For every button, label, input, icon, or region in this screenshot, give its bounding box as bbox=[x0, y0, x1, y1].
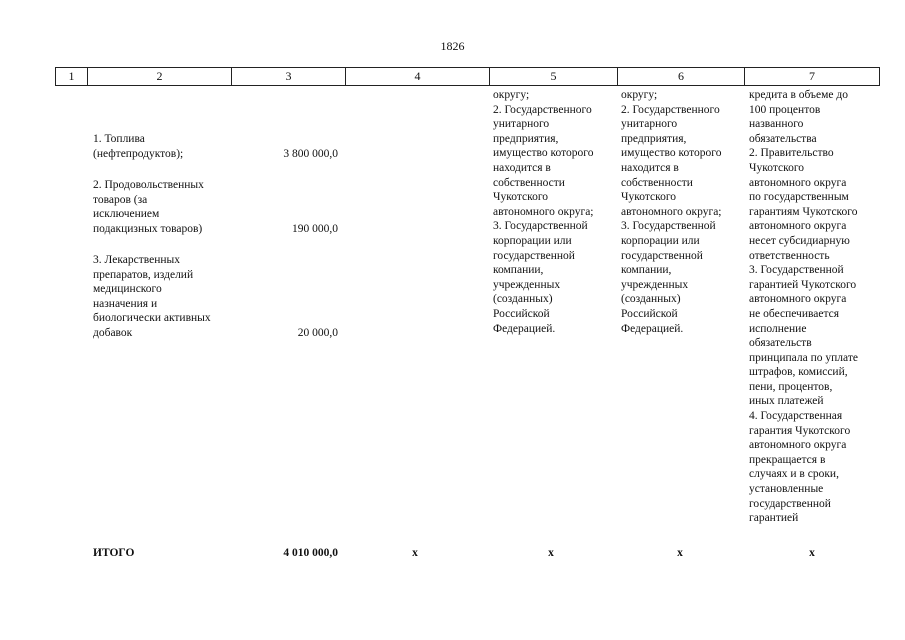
total-amount: 4 010 000,0 bbox=[283, 547, 338, 559]
total-col4: x bbox=[412, 547, 418, 559]
column-header-1: 1 bbox=[68, 69, 75, 83]
column-header-2: 2 bbox=[87, 68, 231, 85]
item-2-label: 2. Продовольственных товаров (за исключением подакцизных товаров) bbox=[93, 179, 204, 235]
page-number: 1826 bbox=[440, 39, 465, 53]
column-header-4: 4 bbox=[345, 68, 489, 85]
col6-text: округу; 2. Государственного унитарного предприятия, имущество которого находится в собственности Чукотского автономного округа; 3. Государственной корпорации или государственной компании, учрежденных (созданных) Российской Федерацией. bbox=[621, 89, 722, 335]
total-col5: x bbox=[548, 547, 554, 559]
total-col6: x bbox=[677, 547, 683, 559]
item-1-amount: 3 800 000,0 bbox=[283, 148, 338, 160]
item-3-label: 3. Лекарственных препаратов, изделий медицинского назначения и биологически активных добавок bbox=[93, 254, 211, 339]
item-3-amount: 20 000,0 bbox=[297, 327, 338, 339]
item-2-amount: 190 000,0 bbox=[292, 223, 338, 235]
table-header-row bbox=[55, 67, 880, 86]
column-header-3: 3 bbox=[231, 68, 345, 85]
item-1-label: 1. Топлива (нефтепродуктов); bbox=[93, 133, 184, 160]
column-header-7: 7 bbox=[744, 68, 879, 85]
column-header-5: 5 bbox=[489, 68, 617, 85]
total-col7: x bbox=[809, 547, 815, 559]
column-header-6: 6 bbox=[617, 68, 744, 85]
total-label: ИТОГО bbox=[93, 547, 135, 559]
col7-text: кредита в объеме до 100 процентов названного обязательства 2. Правительство Чукотского автономного округа по государственным гарантиям Чукотского автономного округа несет субсидиарную ответственность 3. Государственной гарантией Чукотского автономного округа не обеспечивается исполнение обязательств принципала по уплате штрафов, комиссий, пени, процентов, иных платежей 4. Государственная гарантия Чукотского автономного округа прекращается в случаях и в сроки, установленные государственной гарантией bbox=[749, 89, 858, 525]
col5-text: округу; 2. Государственного унитарного предприятия, имущество которого находится в собственности Чукотского автономного округа; 3. Государственной корпорации или государственной компании, учрежденных (созданных) Российской Федерацией. bbox=[493, 89, 594, 335]
